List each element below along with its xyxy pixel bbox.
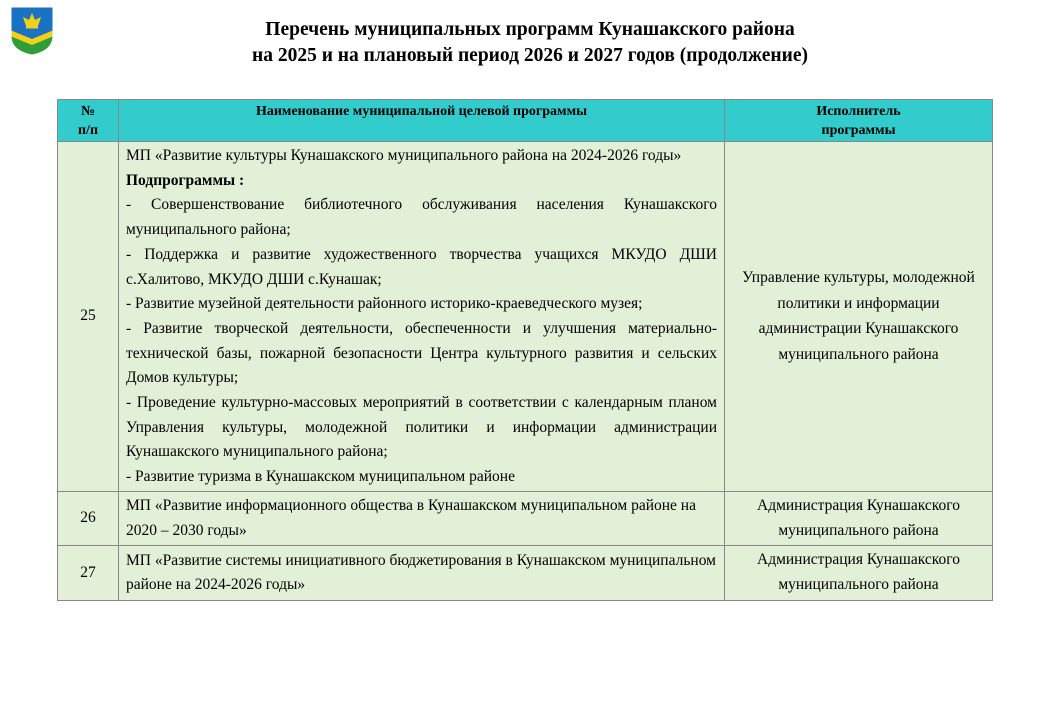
header-num [58,100,119,142]
subprograms-heading: Подпрограммы : [126,171,245,189]
program-name-cell: МП «Развитие системы инициативного бюджетирования в Кунашакском муниципальном районе на 2024-2026 годы» [119,546,725,600]
table-row [58,142,993,492]
subprogram-item: - Проведение культурно-массовых мероприятий в соответствии с календарным планом Управления культуры, молодежной политики и информации администрации Кунашакского муниципального района; [126,394,717,461]
executor-cell: Администрация Кунашакского муниципального района [725,546,993,600]
row-number: 25 [58,142,119,492]
page-title-line-1: Перечень муниципальных программ Кунашакского района [265,19,795,40]
header-name-label: Наименование муниципальной целевой программы [255,104,588,119]
subprogram-item: - Развитие творческой деятельности, обеспеченности и улучшения материально-технической базы, пожарной безопасности Центра культурного развития и сельских Домов культуры; [126,319,717,387]
executor-cell: Администрация Кунашакского муниципального района [725,491,993,545]
table-header-row [58,100,993,142]
table-row [58,491,993,545]
header-num-line-1: № [80,104,96,119]
program-name-cell [119,142,725,492]
subprogram-item: - Развитие музейной деятельности районного историко-краеведческого музея; [126,295,643,313]
programs-table [57,99,993,601]
program-name-cell: МП «Развитие информационного общества в Кунашакском муниципальном районе на 2020 – 2030 годы» [119,491,725,545]
page-title-line-2: на 2025 и на плановый период 2026 и 2027 годов (продолжение) [251,45,809,66]
header-executor [725,100,993,142]
header-name [119,100,725,142]
header-num-line-2: п/п [77,123,99,138]
table-row [58,546,993,600]
subprogram-item: - Развитие туризма в Кунашакском муниципальном районе [126,468,515,486]
subprogram-item: - Совершенствование библиотечного обслуживания населения Кунашакского муниципального района; [126,196,717,239]
row-number: 26 [58,491,119,545]
coat-of-arms-icon [10,6,54,56]
executor-cell: Управление культуры, молодежной политики и информации администрации Кунашакского муниципального района [725,142,993,492]
subprogram-item: - Поддержка и развитие художественного творчества учащихся МКУДО ДШИ с.Халитово, МКУДО ДШИ с.Кунашак; [126,245,717,288]
header-executor-line-2: программы [821,123,896,138]
page-title [100,17,960,69]
row-number: 27 [58,546,119,600]
header-executor-line-1: Исполнитель [816,104,901,119]
program-name: МП «Развитие культуры Кунашакского муниципального района на 2024-2026 годы» [126,147,682,164]
